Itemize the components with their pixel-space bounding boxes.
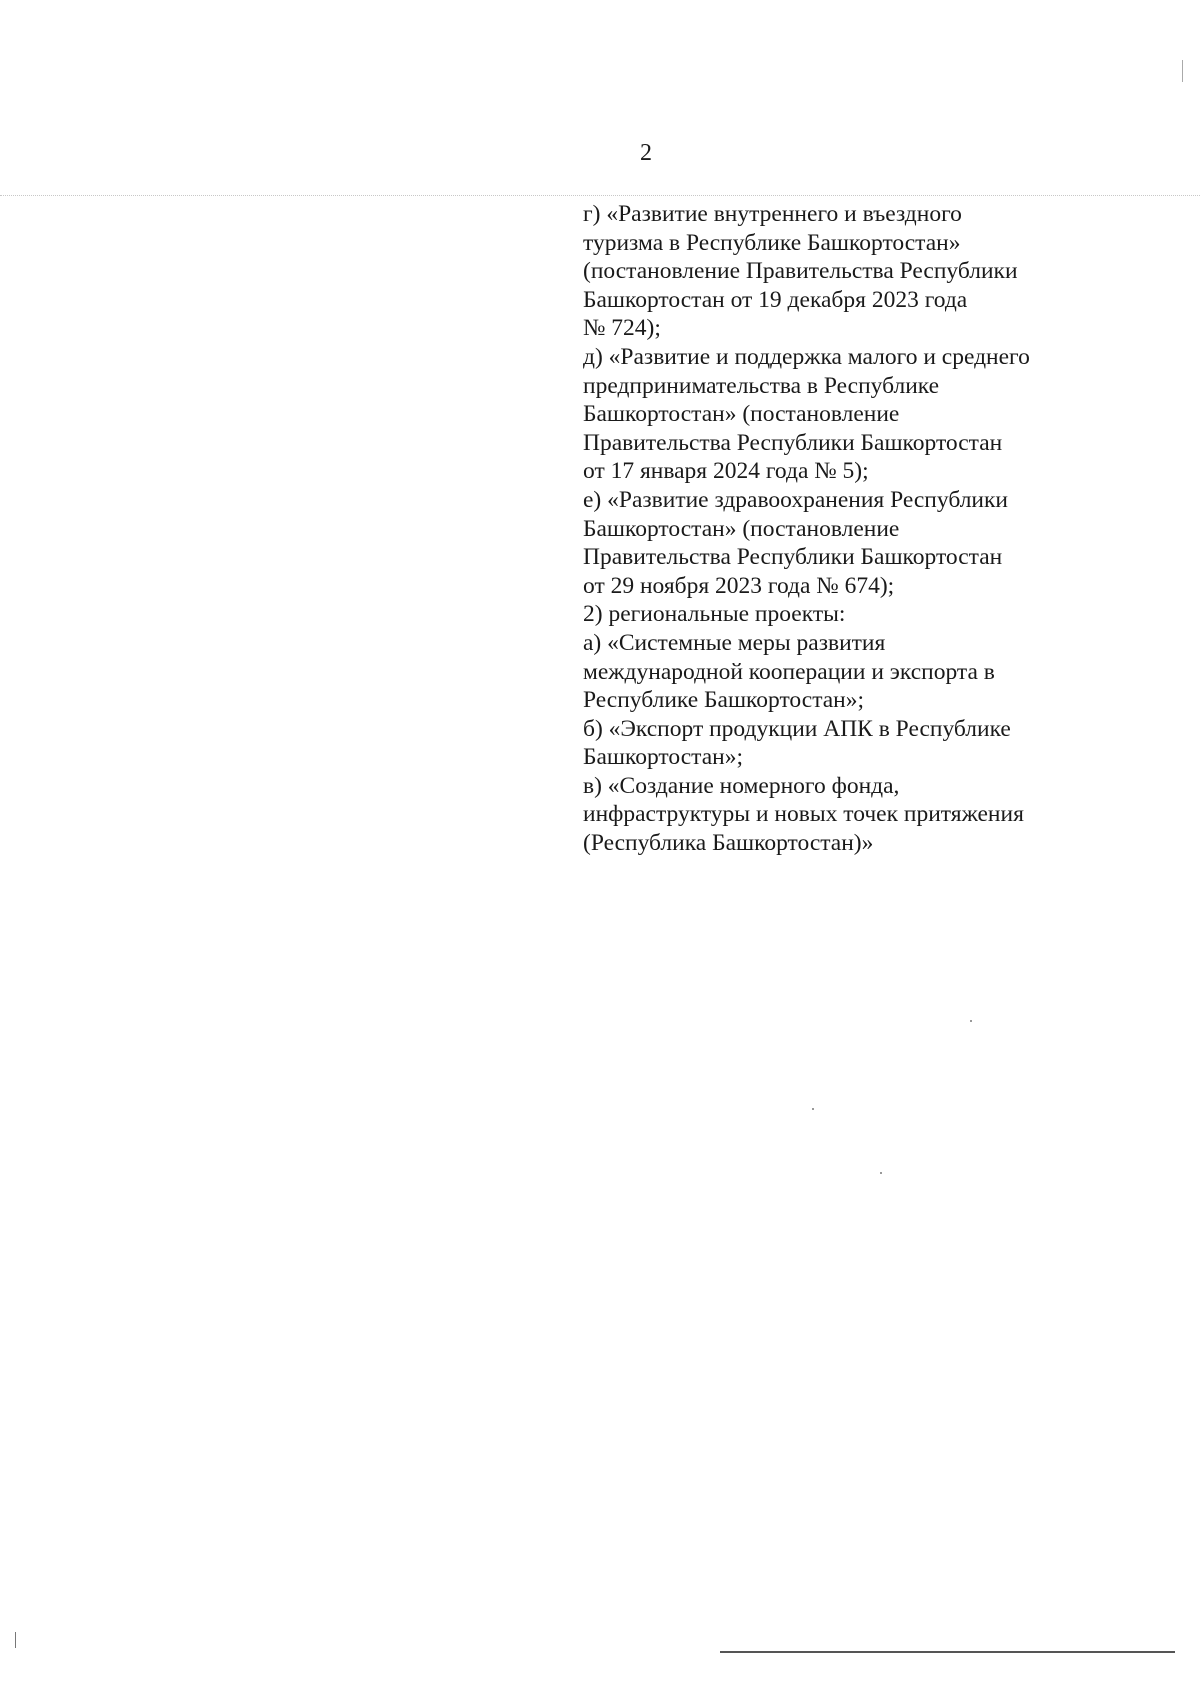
text-line: Башкортостан» (постановление xyxy=(583,401,900,428)
text-line: е) «Развитие здравоохранения Республики xyxy=(583,486,1008,513)
text-line: д) «Развитие и поддержка малого и среднего xyxy=(583,343,1030,370)
text-line: от 17 января 2024 года № 5); xyxy=(583,458,869,485)
text-line: а) «Системные меры развития xyxy=(583,629,886,656)
scan-speck xyxy=(812,1108,814,1110)
text-line: международной кооперации и экспорта в xyxy=(583,658,995,685)
text-line: 2) региональные проекты: xyxy=(583,601,846,628)
text-line: в) «Создание номерного фонда, xyxy=(583,772,900,799)
scan-mark xyxy=(1182,60,1183,82)
text-line: Правительства Республики Башкортостан xyxy=(583,544,1003,571)
scan-speck xyxy=(970,1020,972,1022)
text-line: Башкортостан» (постановление xyxy=(583,515,900,542)
scan-mark xyxy=(15,1632,16,1648)
text-line: Башкортостан»; xyxy=(583,744,744,771)
text-line: инфраструктуры и новых точек притяжения xyxy=(583,801,1024,828)
text-line: б) «Экспорт продукции АПК в Республике xyxy=(583,715,1011,742)
text-line: от 29 ноября 2023 года № 674); xyxy=(583,572,895,599)
page-number: 2 xyxy=(640,140,652,166)
footer-divider xyxy=(720,1651,1175,1653)
header-divider xyxy=(0,195,1200,196)
scan-speck xyxy=(880,1172,882,1174)
document-body xyxy=(583,200,1143,858)
text-line: (Республика Башкортостан)» xyxy=(583,830,874,857)
text-line: г) «Развитие внутреннего и въездного xyxy=(583,201,962,227)
text-line: предпринимательства в Республике xyxy=(583,372,940,399)
text-line: Республике Башкортостан»; xyxy=(583,687,865,714)
text-line: Правительства Республики Башкортостан xyxy=(583,429,1003,456)
text-line: Башкортостан от 19 декабря 2023 года xyxy=(583,286,968,313)
text-line: туризма в Республике Башкортостан» xyxy=(583,229,961,256)
text-line: (постановление Правительства Республики xyxy=(583,258,1018,285)
text-line: № 724); xyxy=(583,315,661,342)
